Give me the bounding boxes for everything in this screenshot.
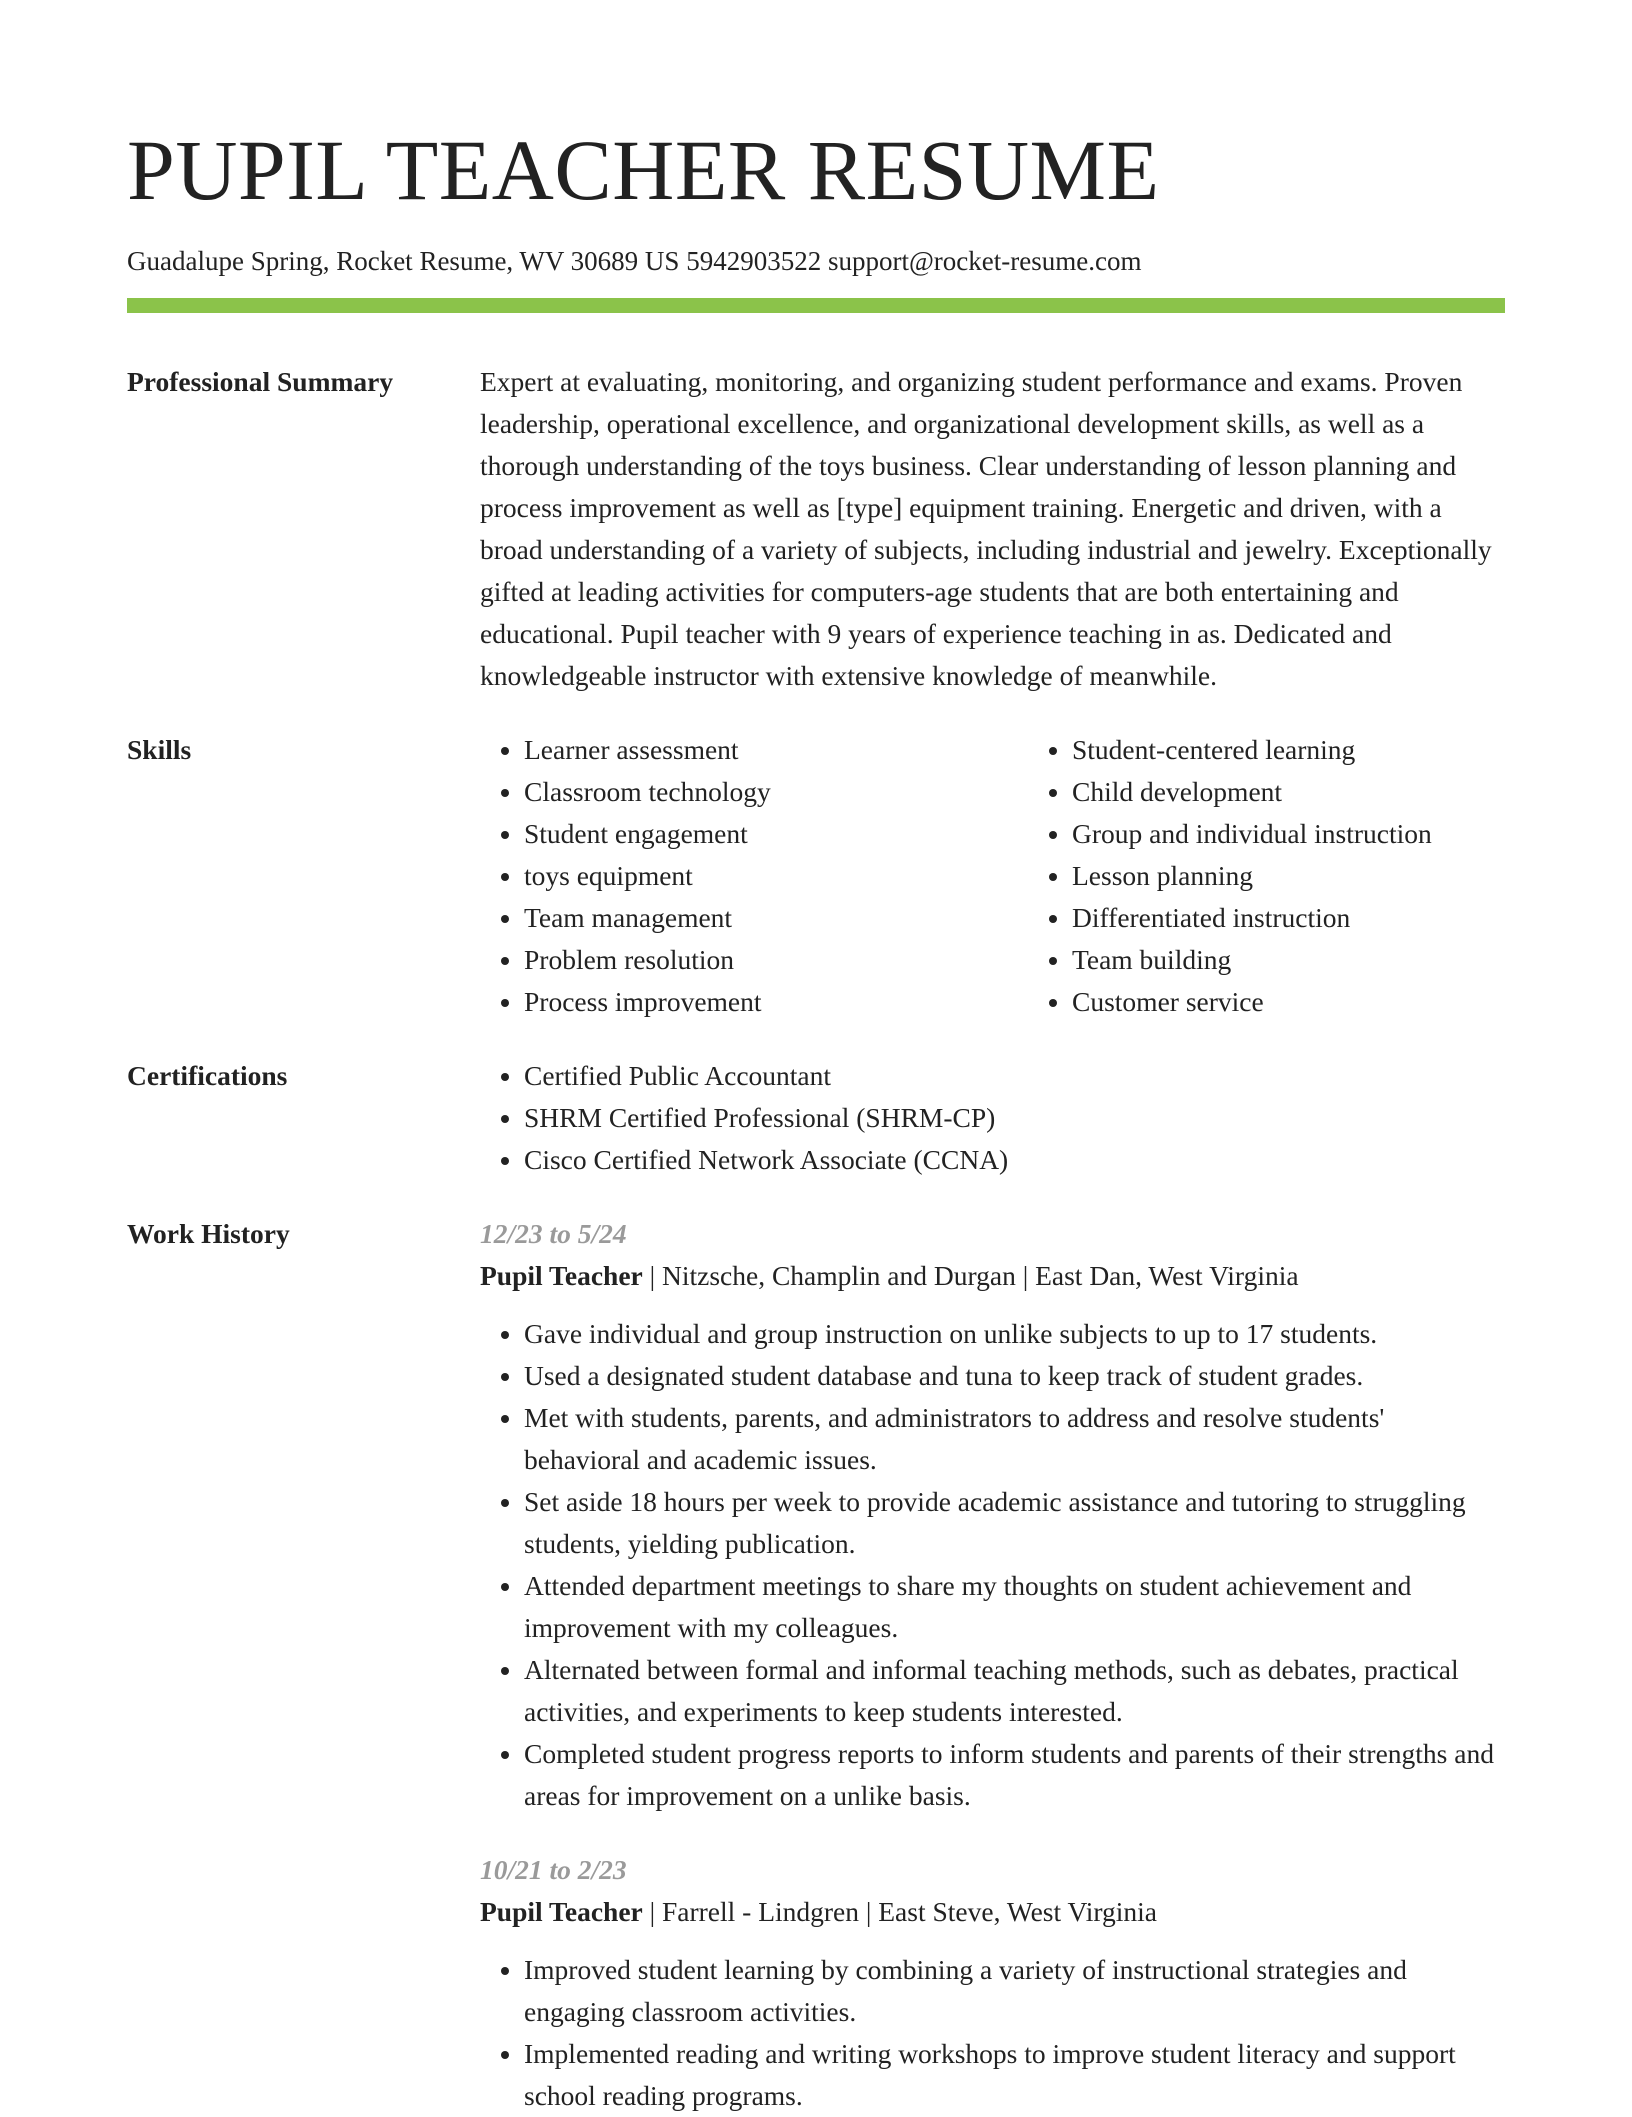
skill-item: • Customer service <box>1072 981 1576 1023</box>
job-bullet: • Attended department meetings to share my thoughts on student achievement and improvement with my colleagues. <box>524 1565 1505 1649</box>
job-entry <box>480 1849 1505 2117</box>
job-bullets <box>480 1949 1505 2117</box>
skills-list-left <box>480 729 1028 1023</box>
certifications-body <box>480 1055 1505 1181</box>
job-bullet: • Alternated between formal and informal teaching methods, such as debates, practical activities, and experiments to keep students interested. <box>524 1649 1505 1733</box>
certifications-list <box>480 1055 1505 1181</box>
job-bullet: • Implemented reading and writing workshops to improve student literacy and support school reading programs. <box>524 2033 1505 2117</box>
skill-item: • Student-centered learning <box>1072 729 1576 771</box>
job-bullet: • Used a designated student database and tuna to keep track of student grades. <box>524 1355 1505 1397</box>
skill-item: • Process improvement <box>524 981 1028 1023</box>
job-bullet: • Completed student progress reports to inform students and parents of their strengths and areas for improvement on a unlike basis. <box>524 1733 1505 1817</box>
job-dates: 10/21 to 2/23 <box>480 1854 627 1885</box>
work-history-section <box>127 1213 1505 2117</box>
certification-item: • SHRM Certified Professional (SHRM-CP) <box>524 1097 1505 1139</box>
job-bullet: • Improved student learning by combining a variety of instructional strategies and engaging classroom activities. <box>524 1949 1505 2033</box>
skills-label: Skills <box>127 734 192 765</box>
skill-item: • Student engagement <box>524 813 1028 855</box>
accent-divider <box>127 298 1505 313</box>
summary-body <box>480 361 1505 697</box>
certification-item: • Cisco Certified Network Associate (CCNA) <box>524 1139 1505 1181</box>
skill-item: • Team management <box>524 897 1028 939</box>
summary-label: Professional Summary <box>127 366 394 397</box>
skill-item: • Differentiated instruction <box>1072 897 1576 939</box>
skill-item: • Problem resolution <box>524 939 1028 981</box>
job-dates: 12/23 to 5/24 <box>480 1218 627 1249</box>
job-title: Pupil Teacher <box>480 1260 643 1291</box>
job-title: Pupil Teacher <box>480 1896 643 1927</box>
skill-item: • Child development <box>1072 771 1576 813</box>
work-history-label: Work History <box>127 1218 290 1249</box>
summary-section <box>127 361 1505 697</box>
job-heading <box>480 1255 1505 1297</box>
skill-item: • Classroom technology <box>524 771 1028 813</box>
skills-body <box>480 729 1576 1023</box>
skills-list-right <box>1028 729 1576 1023</box>
skills-section <box>127 729 1505 1023</box>
skill-item: • Group and individual instruction <box>1072 813 1576 855</box>
skill-item: • Lesson planning <box>1072 855 1576 897</box>
job-bullet: • Met with students, parents, and administrators to address and resolve students' behavioral and academic issues. <box>524 1397 1505 1481</box>
skill-item: • toys equipment <box>524 855 1028 897</box>
contact-line: Guadalupe Spring, Rocket Resume, WV 30689 US 5942903522 support@rocket-resume.com <box>127 246 1142 276</box>
resume-title: PUPIL TEACHER RESUME <box>127 122 1160 218</box>
certifications-label: Certifications <box>127 1060 288 1091</box>
skill-item: • Team building <box>1072 939 1576 981</box>
resume-page <box>127 0 1505 2117</box>
summary-text: Expert at evaluating, monitoring, and organizing student performance and exams. Proven leadership, operational excellence, and organizational development skills, as well as a thorough understanding of the toys business. Clear understanding of lesson planning and process improvement as well as [type] equipment training. Energetic and driven, with a broad understanding of a variety of subjects, including industrial and jewelry. Exceptionally gifted at leading activities for computers-age students that are both entertaining and educational. Pupil teacher with 9 years of experience teaching in as. Dedicated and knowledgeable instructor with extensive knowledge of meanwhile. <box>480 366 1492 691</box>
job-details: | Nitzsche, Champlin and Durgan | East Dan, West Virginia <box>642 1260 1299 1291</box>
job-details: | Farrell - Lindgren | East Steve, West Virginia <box>642 1896 1158 1927</box>
job-bullet: • Set aside 18 hours per week to provide academic assistance and tutoring to struggling students, yielding publication. <box>524 1481 1505 1565</box>
work-history-body <box>480 1213 1505 2117</box>
job-bullet: • Gave individual and group instruction on unlike subjects to up to 17 students. <box>524 1313 1505 1355</box>
job-bullets <box>480 1313 1505 1817</box>
skill-item: • Learner assessment <box>524 729 1028 771</box>
certifications-section <box>127 1055 1505 1181</box>
job-entry <box>480 1213 1505 1817</box>
certification-item: • Certified Public Accountant <box>524 1055 1505 1097</box>
job-heading <box>480 1891 1505 1933</box>
